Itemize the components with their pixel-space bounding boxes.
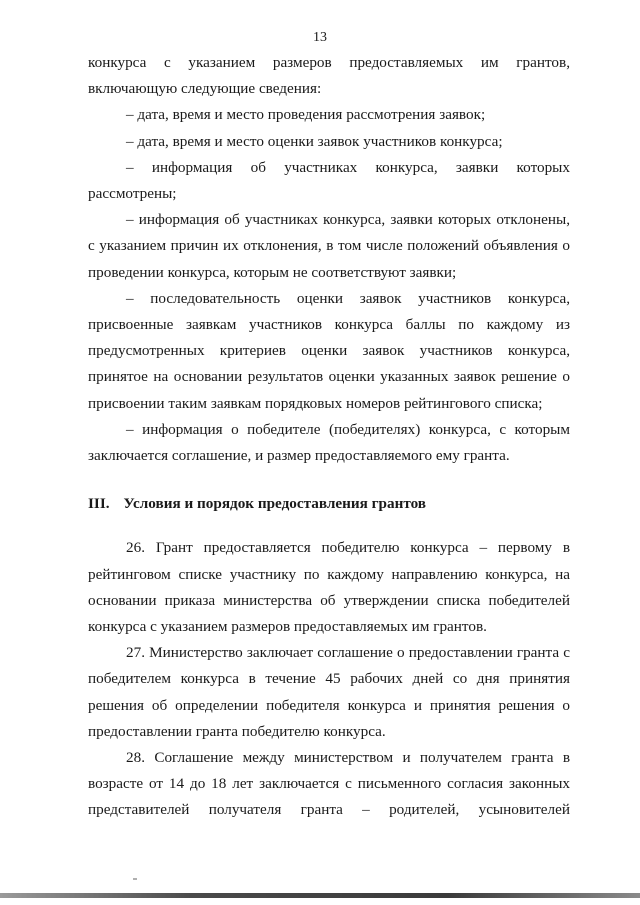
section-heading bbox=[88, 491, 570, 517]
list-item: – дата, время и место проведения рассмотрения заявок; bbox=[126, 106, 486, 124]
section-number: III. bbox=[88, 495, 110, 513]
scan-speck bbox=[133, 878, 137, 880]
list-item: – информация об участниках конкурса, заявки которых отклонены, с указанием причин их отклонения, в том числе положений объявления о проведении конкурса, которым не соответствуют заявки; bbox=[88, 211, 570, 281]
list-item: – информация об участниках конкурса, заявки которых рассмотрены; bbox=[88, 158, 570, 203]
list-item: – последовательность оценки заявок участников конкурса, присвоенные заявкам участников конкурса баллы по каждому из предусмотренных критериев оценки заявок участников конкурса, принятое на основании результатов оценки указанных заявок решение о присвоении таким заявкам порядковых номеров рейтингового списка; bbox=[88, 289, 570, 412]
list-item: – информация о победителе (победителях) конкурса, с которым заключается соглашение, и размер предоставляемого ему гранта. bbox=[88, 420, 570, 465]
clause-26: 26. Грант предоставляется победителю конкурса – первому в рейтинговом списке участнику по каждому направлению конкурса, на основании приказа министерства об утверждении списка победителей конкурса с указанием размеров предоставляемых им грантов. bbox=[88, 539, 570, 636]
clause-28: 28. Соглашение между министерством и получателем гранта в возрасте от 14 до 18 лет заключается с письменного согласия законных представителей получателя гранта – родителей, усыновителей bbox=[88, 749, 570, 819]
paragraph-continuation: конкурса с указанием размеров предоставляемых им грантов, включающую следующие сведения: bbox=[88, 54, 570, 98]
scan-edge-line bbox=[0, 893, 640, 898]
clause-27: 27. Министерство заключает соглашение о предоставлении гранта с победителем конкурса в течение 45 рабочих дней со дня принятия решения об определении победителя конкурса и принятия решения о предоставлении гранта победителю конкурса. bbox=[88, 644, 570, 740]
list-item: – дата, время и место оценки заявок участников конкурса; bbox=[126, 132, 503, 150]
section-title: Условия и порядок предоставления грантов bbox=[123, 495, 426, 513]
document-body bbox=[88, 50, 570, 824]
page-number: 13 bbox=[313, 30, 327, 45]
